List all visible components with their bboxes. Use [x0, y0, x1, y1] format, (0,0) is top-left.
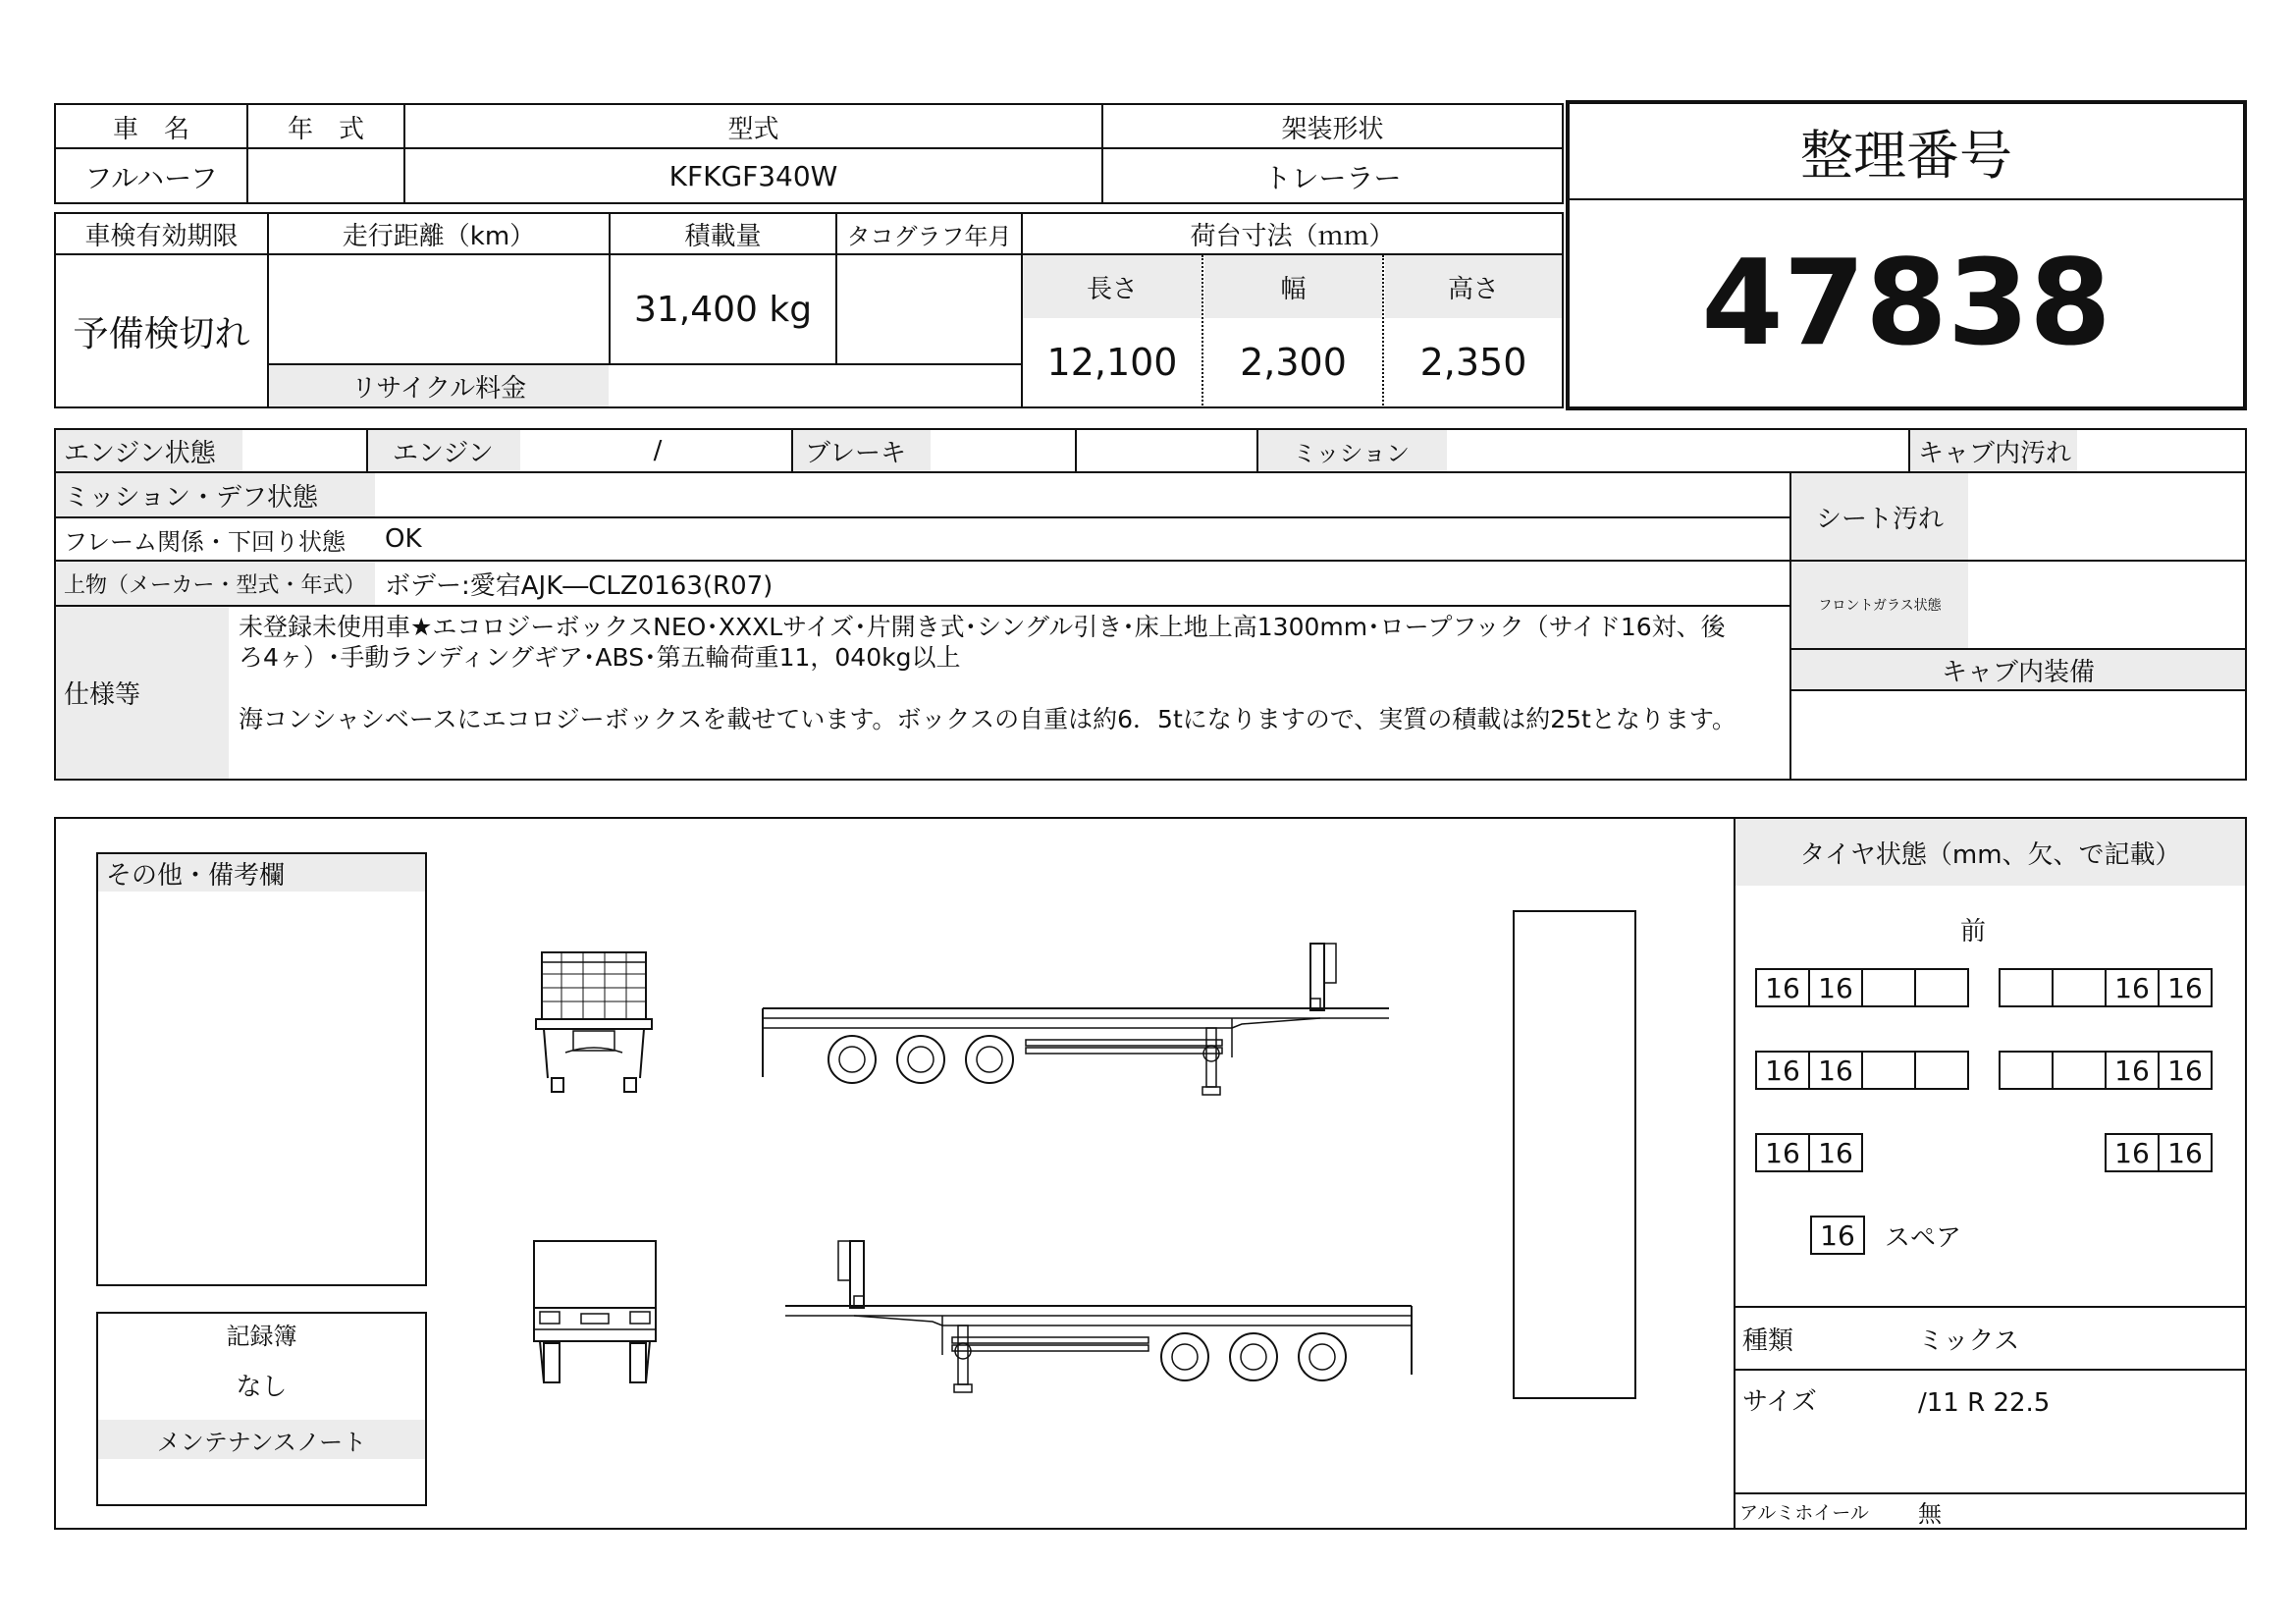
car-name-header: 車 名	[112, 114, 189, 144]
cab-dirt-label: キャブ内汚れ	[1910, 430, 2077, 471]
tire-r3-l1[interactable]: 16	[1755, 1133, 1810, 1172]
trailer-side-view-icon-mirrored	[761, 1235, 1418, 1402]
length-value: 12,100	[1046, 341, 1178, 384]
tire-r1-l1[interactable]: 16	[1755, 968, 1810, 1007]
tire-r1-r3[interactable]: 16	[2105, 968, 2160, 1007]
notes-box	[96, 852, 427, 1286]
tire-r1-l3[interactable]	[1861, 968, 1916, 1007]
record-book-label: 記録簿	[226, 1322, 297, 1350]
aluminum-wheel-label: アルミホイール	[1739, 1501, 1869, 1524]
tire-size-value: /11 R 22.5	[1918, 1388, 2051, 1418]
tire-r2-r2[interactable]	[2052, 1051, 2107, 1090]
model-header: 型式	[727, 114, 779, 144]
tachograph-header: タコグラフ年月	[846, 222, 1012, 250]
engine-label: エンジン	[368, 430, 520, 471]
tire-r3-l2[interactable]: 16	[1808, 1133, 1863, 1172]
upper-body-label: 上物（メーカー・型式・年式）	[56, 562, 375, 605]
trailer-top-view-icon	[1512, 909, 1639, 1402]
tire-r1-r1[interactable]	[1999, 968, 2054, 1007]
body-type-value: トレーラー	[1263, 161, 1402, 194]
height-value: 2,350	[1419, 341, 1527, 384]
aluminum-wheel-value: 無	[1918, 1499, 1942, 1528]
capacity-header: 積載量	[684, 221, 762, 251]
engine-separator: /	[653, 436, 663, 465]
tire-kind-label: 種類	[1742, 1325, 1794, 1356]
tire-r2-r4[interactable]: 16	[2158, 1051, 2213, 1090]
capacity-value: 31,400 kg	[633, 289, 813, 330]
tire-r2-l4[interactable]	[1914, 1051, 1969, 1090]
recycle-fee-label: リサイクル料金	[269, 365, 609, 406]
spec-line-3: 海コンシャシベースにエコロジーボックスを載せています。ボックスの自重は約6．5tになりますので、実質の積載は約25tとなります。	[239, 705, 1736, 733]
tire-front-label: 前	[1959, 916, 1986, 947]
tire-r1-r2[interactable]	[2052, 968, 2107, 1007]
other-notes-label: その他・備考欄	[98, 854, 425, 892]
spec-label: 仕様等	[56, 607, 229, 779]
year-value	[248, 150, 403, 202]
tire-state-title: タイヤ状態（mm、欠、で記載）	[1735, 819, 2245, 886]
tire-r1-l4[interactable]	[1914, 968, 1969, 1007]
maintenance-note-label: メンテナンスノート	[98, 1420, 425, 1459]
tire-r1-r4[interactable]: 16	[2158, 968, 2213, 1007]
tire-r2-l2[interactable]: 16	[1808, 1051, 1863, 1090]
model-value: KFKGF340W	[668, 160, 838, 192]
tire-spare-label: スペア	[1885, 1222, 1962, 1253]
trailer-rear-view-icon	[530, 1239, 660, 1386]
reference-number-label: 整理番号	[1800, 124, 2012, 187]
tachograph-value	[837, 255, 1021, 363]
engine-state-label: エンジン状態	[56, 430, 242, 471]
spec-line-1: 未登録未使用車★エコロジーボックスNEO･XXXLサイズ･片開き式･シングル引き･床上地上高1300mm･ロープフック（サイド16対、後	[239, 613, 1726, 641]
trailer-side-view-icon	[761, 938, 1418, 1105]
mission-label: ミッション	[1258, 430, 1447, 471]
brake-label: ブレーキ	[793, 430, 931, 471]
seat-dirt-label: シート汚れ	[1791, 473, 1968, 560]
width-header: 幅	[1204, 255, 1382, 318]
body-type-header: 架装形状	[1281, 114, 1384, 144]
length-header: 長さ	[1023, 255, 1201, 318]
tire-r3-r1[interactable]: 16	[2105, 1133, 2160, 1172]
tire-spare[interactable]: 16	[1810, 1216, 1865, 1255]
upper-body-value: ボデー:愛宕AJK―CLZ0163(R07)	[385, 570, 774, 601]
front-glass-label: フロントガラス状態	[1791, 562, 1968, 648]
tire-r2-l3[interactable]	[1861, 1051, 1916, 1090]
car-name-value: フルハーフ	[84, 161, 218, 194]
trailer-front-view-icon	[530, 950, 660, 1098]
inspection-header: 車検有効期限	[84, 221, 239, 251]
cab-equipment-label: キャブ内装備	[1791, 650, 2245, 689]
tire-r1-l2[interactable]: 16	[1808, 968, 1863, 1007]
tire-r2-r3[interactable]: 16	[2105, 1051, 2160, 1090]
inspection-value: 予備検切れ	[73, 313, 250, 354]
tire-r2-r1[interactable]	[1999, 1051, 2054, 1090]
tire-r3-r2[interactable]: 16	[2158, 1133, 2213, 1172]
frame-value: OK	[385, 524, 422, 554]
cargo-size-header: 荷台寸法（ｍｍ）	[1190, 221, 1395, 251]
recycle-fee-value	[611, 365, 1021, 406]
frame-label: フレーム関係・下回り状態	[64, 527, 347, 556]
tire-size-label: サイズ	[1742, 1386, 1817, 1417]
mileage-header: 走行距離（km）	[342, 221, 536, 251]
height-header: 高さ	[1385, 255, 1562, 318]
tire-kind-value: ミックス	[1918, 1325, 2020, 1356]
year-header: 年 式	[287, 114, 364, 144]
width-value: 2,300	[1240, 341, 1347, 384]
mission-diff-label: ミッション・デフ状態	[56, 473, 375, 516]
spec-line-2: ろ4ヶ）･手動ランディングギア･ABS･第五輪荷重11，040kg以上	[239, 643, 961, 672]
record-book-value: なし	[236, 1372, 288, 1402]
mileage-value	[269, 255, 609, 363]
tire-r2-l1[interactable]: 16	[1755, 1051, 1810, 1090]
reference-number-value: 47838	[1701, 235, 2111, 372]
